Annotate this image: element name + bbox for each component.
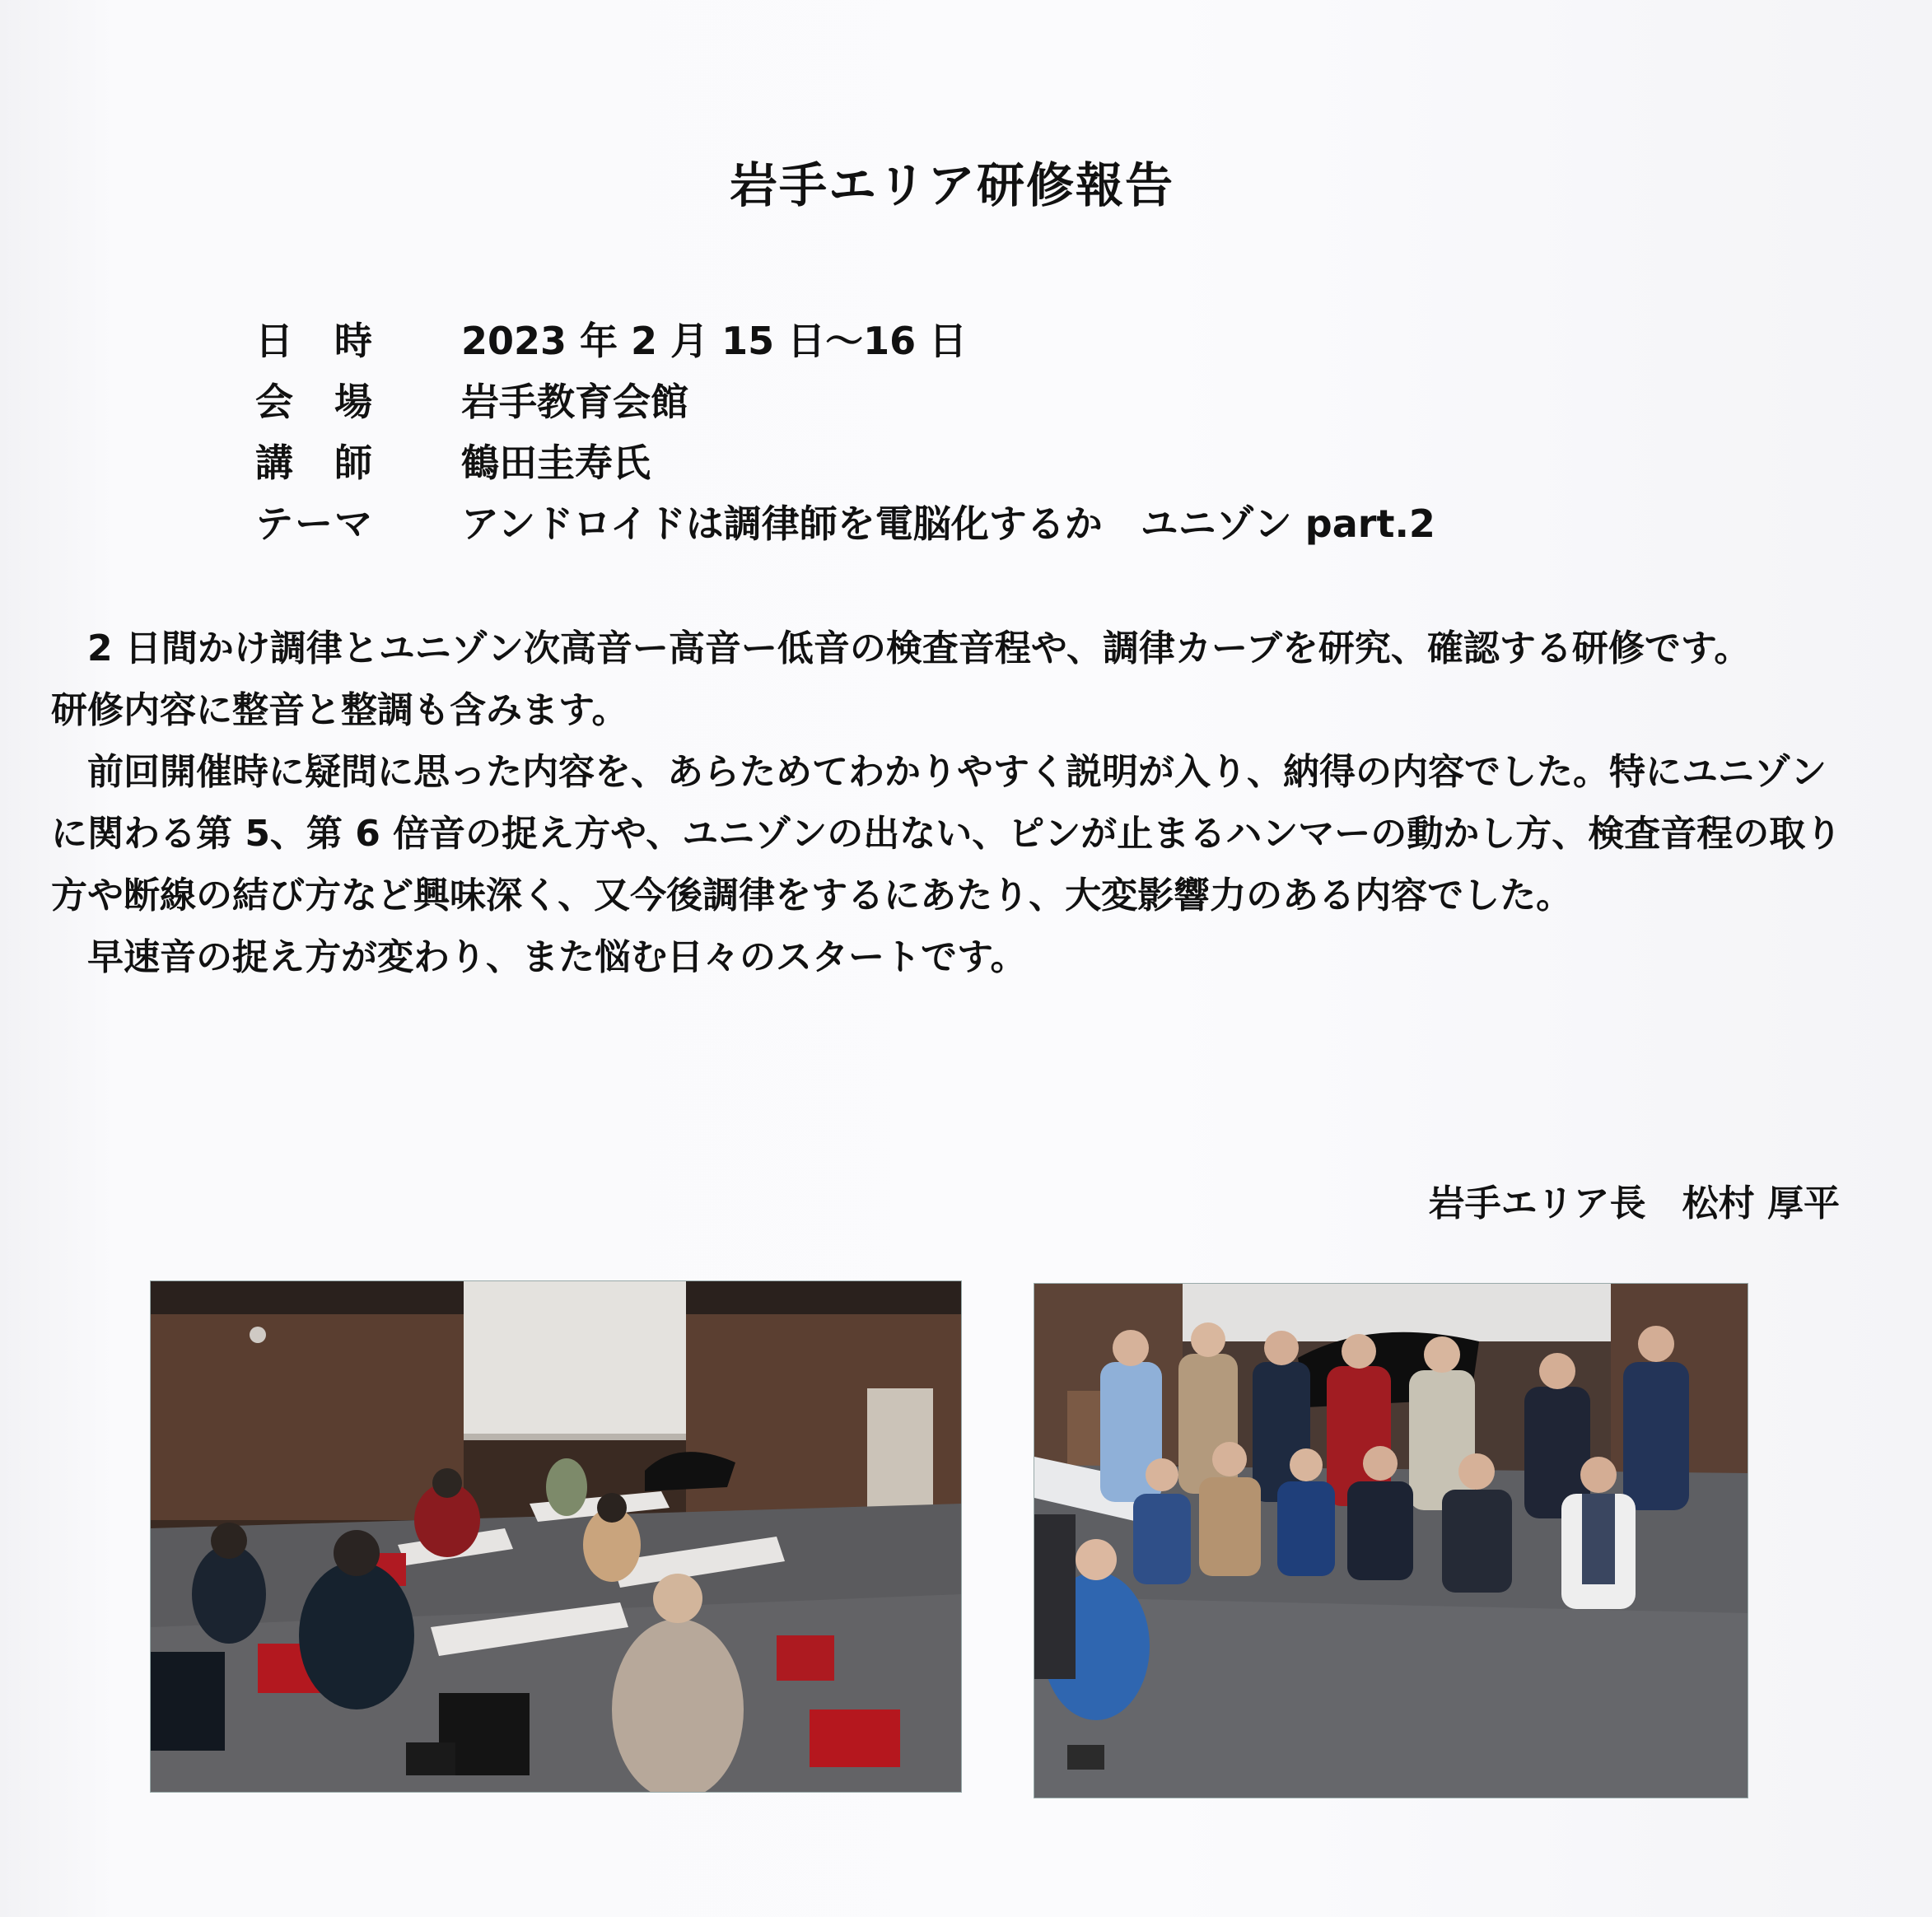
info-label: テーマ bbox=[255, 501, 374, 546]
info-value: 2023 年 2 月 15 日～16 日 bbox=[461, 319, 968, 363]
body-paragraph: 研修内容に整音と整調も含みます。 bbox=[51, 689, 628, 731]
body-paragraph: 早速音の捉え方が変わり、また悩む日々のスタートです。 bbox=[51, 936, 1027, 978]
signature: 岩手エリア長 松村 厚平 bbox=[1428, 1182, 1840, 1224]
info-label: 会 場 bbox=[255, 380, 374, 424]
info-label: 日 時 bbox=[255, 319, 374, 363]
photo-classroom bbox=[150, 1280, 962, 1793]
info-value: アンドロイドは調律師を電脳化するか ユニゾン part.2 bbox=[461, 501, 1435, 546]
info-value: 鶴田圭寿氏 bbox=[461, 441, 651, 485]
report-body bbox=[51, 618, 1846, 988]
body-paragraph: 2 日間かけ調律とユニゾン次高音ー高音ー低音の検査音程や、調律カーブを研究、確認する研修です。 bbox=[51, 627, 1751, 669]
info-label: 講 師 bbox=[255, 441, 374, 485]
page-title: 岩手エリア研修報告 bbox=[729, 157, 1174, 213]
body-paragraph: 前回開催時に疑問に思った内容を、あらためてわかりやすく説明が入り、納得の内容でした。特にユニゾンに関わる第 5、第 6 倍音の捉え方や、ユニゾンの出ない、ピンが止まるハンマーの動かし方、検査音程の取り方や断線の結び方など興味深く、又今後調律をするにあたり、大変影響力のある内容でした。 bbox=[51, 751, 1842, 917]
photo-group bbox=[1034, 1283, 1748, 1798]
info-value: 岩手教育会館 bbox=[461, 380, 688, 424]
